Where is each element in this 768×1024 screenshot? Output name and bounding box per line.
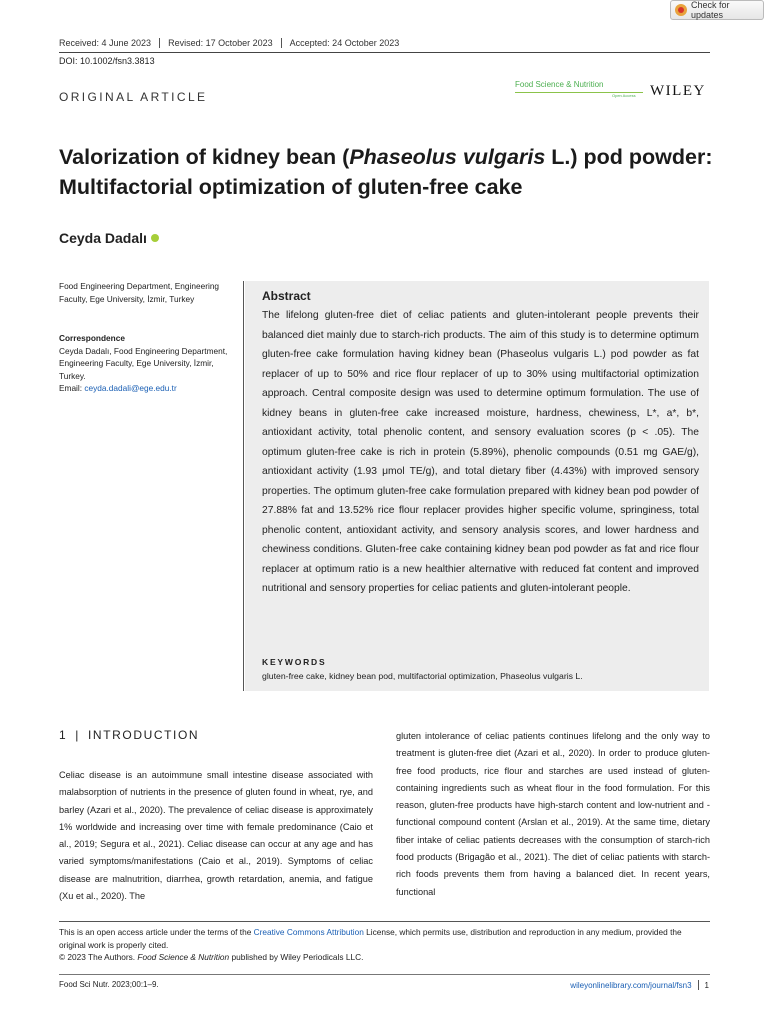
abstract-heading: Abstract xyxy=(262,289,311,303)
abstract-text: The lifelong gluten-free diet of celiac patients and gluten-intolerant people prevents their balanced diet mainly due to starch-rich products. The aim of this study is to determine optimum gluten-free cake formulation having kidney bean (Phaseolus vulgaris L.) pod powder as fat replacer of up to 50% and rice flour replacer of up to 30% using multifactorial optimization approach. Central composite design was used to determine optimum formulation. The use of kidney beans in gluten-free cake increased moisture, hardness, chewiness, L*, a*, b*, antioxidant activity, total phenolic content, and sensory evaluation scores (p < .05). The optimum gluten-free cake is rich in protein (5.89%), phenolic compounds (0.51 mg GAE/g), antioxidant activity (1.93 μmol TE/g), and total dietary fiber (4.43%) with improved sensory properties. The optimum gluten-free cake formulation prepared with kidney bean pod powder of 27.88% fat and 13.52% rice flour replacer provides higher specific volume, springiness, total phenolic content, antioxidant activity, and sensory analysis scores, and lower hardness and chewiness conditions. Gluten-free cake containing kidney bean pod powder as fat and rice flour replacer at optimum ratio is a new healthier alternative with reduced fat content and improved nutritional and sensory properties for celiac patients and gluten-intolerant people. xyxy=(262,310,699,594)
author-name[interactable]: Ceyda Dadalı xyxy=(59,230,147,246)
keywords-heading: KEYWORDS xyxy=(262,657,327,667)
email-link[interactable]: ceyda.dadali@ege.edu.tr xyxy=(84,383,177,393)
header-divider xyxy=(59,52,710,53)
intro-right-column: gluten intolerance of celiac patients continues lifelong and the only way to treatment is gluten-free diet (Azari et al., 2020). In order to produce gluten-free food products, rice flour and starches are used instead of gluten-containing ingredients such as wheat flour in the food formulation. For this reason, gluten-free products have high-starch content and low-nutrient and -functional compound content (Arslan et al., 2019). At the same time, dietary fiber intake of celiac patients decreases with the consumption of starch-rich food products (Brigagão et al., 2021). The diet of celiac patients with starch-rich foods prevents them from having a balanced diet. In recent years, functional xyxy=(396,731,710,897)
page-number: 1 xyxy=(704,980,709,990)
check-for-updates-label: Check for updates xyxy=(691,0,730,20)
orcid-icon[interactable] xyxy=(151,234,159,242)
license-divider xyxy=(59,921,710,922)
correspondence-text: Ceyda Dadalı, Food Engineering Department, Engineering Faculty, Ege University, İzmir, Turkey. xyxy=(59,345,228,381)
section-heading xyxy=(59,728,199,742)
author xyxy=(59,230,159,246)
correspondence xyxy=(59,332,234,395)
email-label: Email: xyxy=(59,383,85,393)
footer-separator xyxy=(698,980,699,990)
correspondence-label: Correspondence xyxy=(59,333,125,343)
open-access-label: Open Access xyxy=(612,93,636,98)
footer-divider xyxy=(59,974,710,975)
crossmark-icon xyxy=(675,4,687,16)
article-title: Valorization of kidney bean (Phaseolus vulgaris L.) pod powder: Multifactorial optimization of gluten-free cake xyxy=(59,145,713,199)
intro-left-column: Celiac disease is an autoimmune small intestine disease associated with malabsorption of nutrients in the presence of gluten found in wheat, rye, and barley (Azari et al., 2020). The prevalence of celiac disease is approximately 1% worldwide and increasing over time with female predominance (Caio et al., 2019; Segura et al., 2021). Celiac disease can occur at any age and has varied symptoms/manifestations (Caio et al., 2019). Symptoms of celiac disease are malnutrition, diarrhea, growth retardation, anemia, and fatigue (Xu et al., 2020). The xyxy=(59,770,373,902)
received-date: Received: 4 June 2023 xyxy=(59,38,152,48)
section-title: INTRODUCTION xyxy=(88,728,200,742)
article-type: ORIGINAL ARTICLE xyxy=(59,90,208,104)
license-note: This is an open access article under the terms of the Creative Commons Attribution License, which permits use, distribution and reproduction in any medium, provided the original work is properly cited. © 2023 The Authors. Food Science & Nutrition published by Wiley Periodicals LLC. xyxy=(59,927,682,962)
license-link[interactable]: Creative Commons Attribution xyxy=(253,927,364,937)
publisher-logo: WILEY xyxy=(650,83,706,99)
check-for-updates-button[interactable] xyxy=(670,0,764,20)
footer-citation: Food Sci Nutr. 2023;00:1–9. xyxy=(59,980,159,989)
revised-date: Revised: 17 October 2023 xyxy=(159,38,281,48)
section-number: 1 xyxy=(59,728,68,742)
section-separator: | xyxy=(75,728,80,742)
keywords: gluten-free cake, kidney bean pod, multifactorial optimization, Phaseolus vulgaris L. xyxy=(262,671,583,681)
accepted-date: Accepted: 24 October 2023 xyxy=(281,38,408,48)
affiliation: Food Engineering Department, Engineering Faculty, Ege University, İzmir, Turkey xyxy=(59,281,220,304)
journal-url-link[interactable]: wileyonlinelibrary.com/journal/fsn3 xyxy=(570,980,692,990)
article-dates xyxy=(59,38,407,48)
doi[interactable]: DOI: 10.1002/fsn3.3813 xyxy=(59,56,155,66)
abstract-divider xyxy=(243,281,244,691)
footer-right xyxy=(570,980,709,990)
journal-logo: Food Science & Nutrition xyxy=(515,80,604,89)
